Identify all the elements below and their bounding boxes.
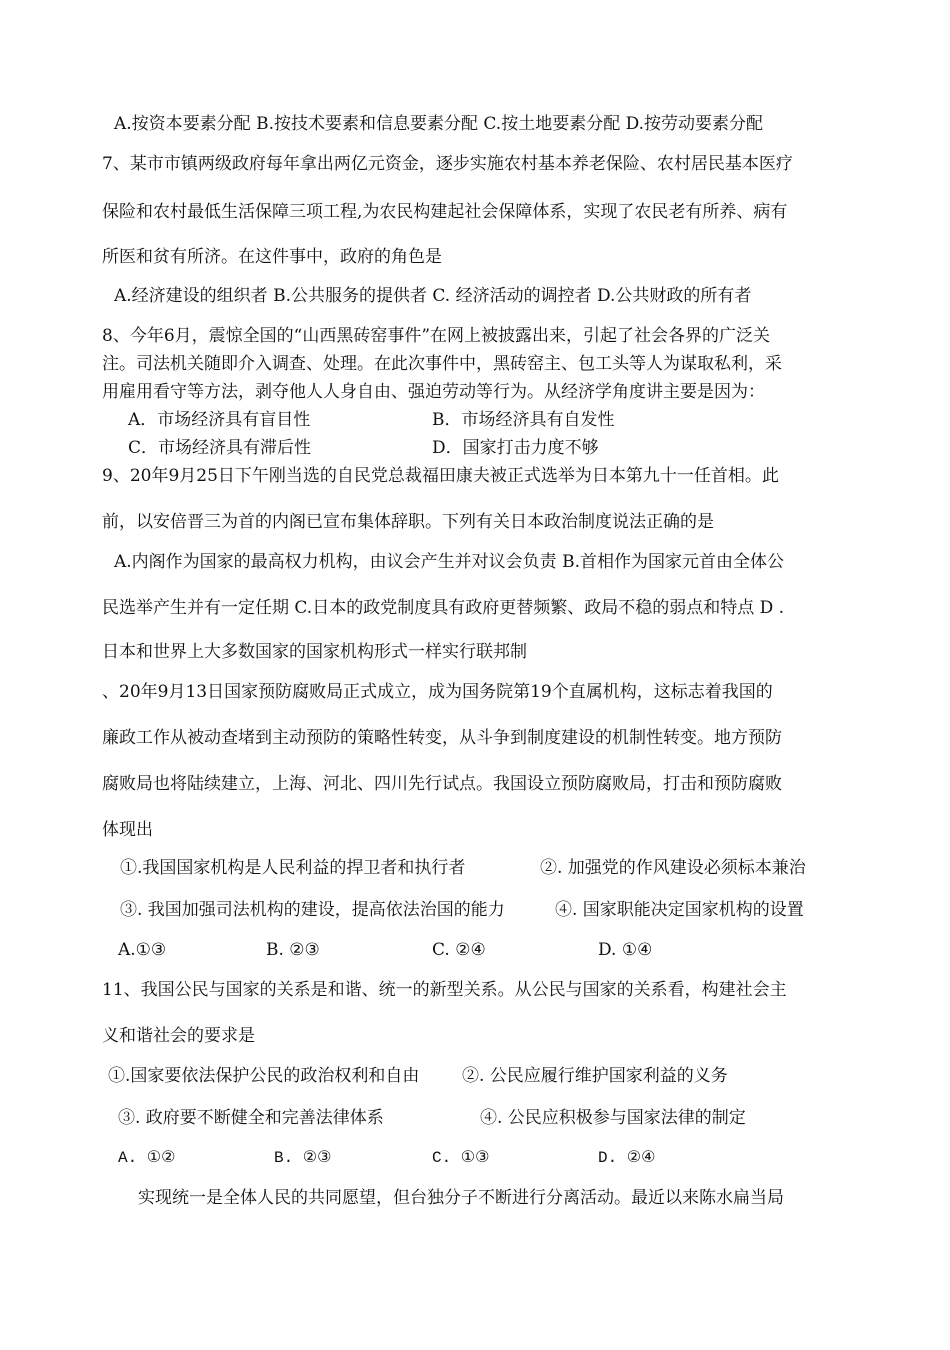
q10-stem-line: 体现出 <box>102 820 153 840</box>
q9-stem-line: 前，以安倍晋三为首的内阁已宣布集体辞职。下列有关日本政治制度说法正确的是 <box>102 512 714 532</box>
q10-option-a: A.①③ <box>118 940 167 960</box>
q9-option-line: A.内阁作为国家的最高权力机构，由议会产生并对议会负责 B.首相作为国家元首由全体公 <box>114 552 784 572</box>
q9-option-line: 日本和世界上大多数国家的国家机构形式一样实行联邦制 <box>102 642 527 662</box>
q10-option-d: D. ①④ <box>598 940 653 960</box>
q7-stem-line: 保险和农村最低生活保障三项工程,为农民构建起社会保障体系，实现了农民老有所养、病有 <box>102 202 788 222</box>
q9-stem-line: 9、20年9月25日下午刚当选的自民党总裁福田康夫被正式选举为日本第九十一任首相。此 <box>102 466 779 486</box>
q11-option-b: B. ②③ <box>274 1149 332 1167</box>
q7-stem-line: 7、某市市镇两级政府每年拿出两亿元资金，逐步实施农村基本养老保险、农村居民基本医疗 <box>102 154 793 174</box>
q8-stem-line: 用雇用看守等方法，剥夺他人人身自由、强迫劳动等行为。从经济学角度讲主要是因为： <box>102 382 765 402</box>
q8-stem-line: 注。司法机关随即介入调查、处理。在此次事件中，黑砖窑主、包工头等人为谋取私利，采 <box>102 354 782 374</box>
q11-option-a: A. ①② <box>118 1149 176 1167</box>
q8-option-d: D．国家打击力度不够 <box>432 438 599 458</box>
q9-option-line: 民选举产生并有一定任期 C.日本的政党制度具有政府更替频繁、政局不稳的弱点和特点 D . <box>102 598 785 618</box>
q11-option-c: C. ①③ <box>432 1149 490 1167</box>
q11-stem-line: 义和谐社会的要求是 <box>102 1026 255 1046</box>
q10-statement-3: ③. 我国加强司法机构的建设，提高依法治国的能力 <box>120 900 505 920</box>
q6-options: A.按资本要素分配 B.按技术要素和信息要素分配 C.按土地要素分配 D.按劳动要素分配 <box>114 114 764 134</box>
q11-option-d: D. ②④ <box>598 1149 656 1167</box>
q10-stem-line: 、20年9月13日国家预防腐败局正式成立，成为国务院第19个直属机构，这标志着我国的 <box>102 682 773 702</box>
q7-options: A.经济建设的组织者 B.公共服务的提供者 C. 经济活动的调控者 D.公共财政的所有者 <box>114 286 752 306</box>
q11-statement-4: ④. 公民应积极参与国家法律的制定 <box>480 1108 746 1128</box>
q10-stem-line: 廉政工作从被动查堵到主动预防的策略性转变，从斗争到制度建设的机制性转变。地方预防 <box>102 728 782 748</box>
q8-option-a: A．市场经济具有盲目性 <box>128 410 311 430</box>
q10-statement-1: ①.我国国家机构是人民利益的捍卫者和执行者 <box>120 858 466 878</box>
q7-stem-line: 所医和贫有所济。在这件事中，政府的角色是 <box>102 247 442 267</box>
q11-statement-2: ②. 公民应履行维护国家利益的义务 <box>462 1066 728 1086</box>
q8-stem-line: 8、今年6月，震惊全国的“山西黑砖窑事件”在网上被披露出来，引起了社会各界的广泛关 <box>102 326 771 346</box>
q10-statement-4: ④. 国家职能决定国家机构的设置 <box>555 900 804 920</box>
q12-stem-line: 实现统一是全体人民的共同愿望，但台独分子不断进行分离活动。最近以来陈水扁当局 <box>138 1188 784 1208</box>
q11-stem-line: 11、我国公民与国家的关系是和谐、统一的新型关系。从公民与国家的关系看，构建社会主 <box>102 980 787 1000</box>
q11-statement-3: ③. 政府要不断健全和完善法律体系 <box>118 1108 384 1128</box>
q10-stem-line: 腐败局也将陆续建立，上海、河北、四川先行试点。我国设立预防腐败局，打击和预防腐败 <box>102 774 782 794</box>
q8-option-b: B．市场经济具有自发性 <box>432 410 615 430</box>
q10-statement-2: ②. 加强党的作风建设必须标本兼治 <box>540 858 806 878</box>
q8-option-c: C．市场经济具有滞后性 <box>128 438 312 458</box>
q10-option-c: C. ②④ <box>432 940 486 960</box>
q10-option-b: B. ②③ <box>266 940 320 960</box>
q11-statement-1: ①.国家要依法保护公民的政治权利和自由 <box>108 1066 420 1086</box>
